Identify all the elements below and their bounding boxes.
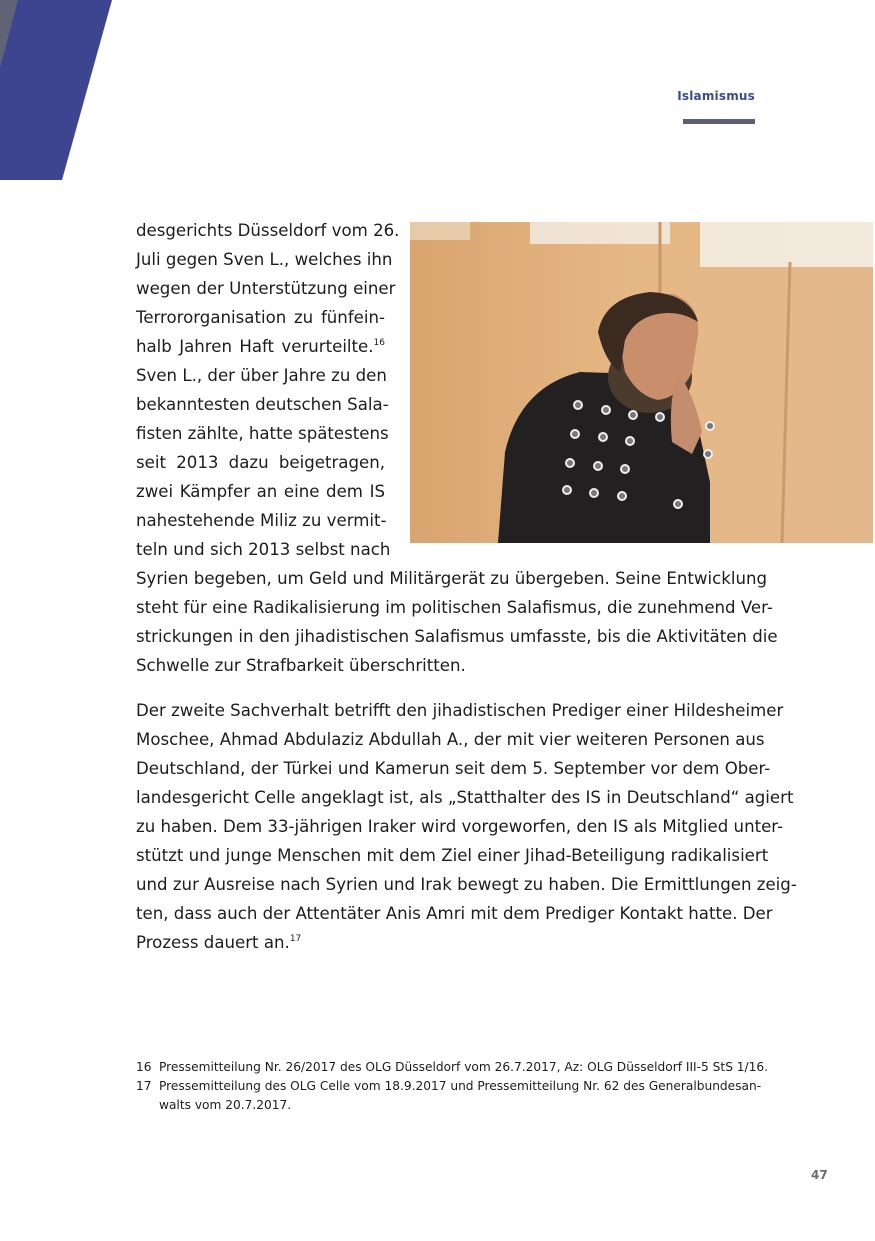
text-line-content: Deutschland, der Türkei und Kamerun seit dem 5. September vor dem Ober- [136, 759, 771, 778]
footnote-16 [136, 1058, 769, 1077]
text-line [136, 593, 773, 622]
text-line [136, 303, 385, 332]
text-line-content: ten, dass auch der Attentäter Anis Amri mit dem Prediger Kontakt hatte. Der [136, 904, 773, 923]
text-line-content: landesgericht Celle angeklagt ist, als „Statthalter des IS in Deutschland“ agiert [136, 788, 794, 807]
text-line [136, 870, 797, 899]
footnote-number: 16 [136, 1060, 152, 1074]
text-line [136, 696, 784, 725]
text-line [136, 506, 385, 535]
text-line-content: Terrororganisation zu fünfein- [136, 308, 385, 327]
text-line-content: Juli gegen Sven L., welches ihn [136, 250, 393, 269]
text-line [136, 216, 400, 245]
court-photo [410, 222, 873, 543]
text-line-content: Schwelle zur Strafbarkeit überschritten. [136, 656, 466, 675]
text-line-content: Prozess dauert an. [136, 933, 290, 952]
text-line-content: teln und sich 2013 selbst nach [136, 540, 391, 559]
text-line [136, 535, 391, 564]
text-line-content: strickungen in den jihadistischen Salafismus umfasste, bis die Aktivitäten die [136, 627, 778, 646]
footnote-ref: 17 [289, 934, 302, 944]
text-line [136, 725, 765, 754]
text-line-content: Der zweite Sachverhalt betrifft den jihadistischen Prediger einer Hildesheimer [136, 701, 784, 720]
footnote-ref: 16 [373, 338, 385, 348]
text-line [136, 783, 794, 812]
text-line-content: Syrien begeben, um Geld und Militärgerät zu übergeben. Seine Entwicklung [136, 569, 768, 588]
text-line-content: zu haben. Dem 33-jährigen Iraker wird vorgeworfen, den IS als Mitglied unter- [136, 817, 784, 836]
text-line [136, 651, 755, 680]
text-line [136, 448, 385, 477]
text-line-content: und zur Ausreise nach Syrien und Irak bewegt zu haben. Die Ermittlungen zeig- [136, 875, 797, 894]
text-line [136, 928, 755, 957]
text-line-content: Moschee, Ahmad Abdulaziz Abdullah A., der mit vier weiteren Personen aus [136, 730, 765, 749]
footnote-number: 17 [136, 1079, 152, 1093]
footnote-text: walts vom 20.7.2017. [159, 1098, 292, 1112]
page-number: 47 [811, 1168, 828, 1182]
text-line [136, 419, 389, 448]
footnote-17 [136, 1077, 762, 1115]
text-line-content: zwei Kämpfer an eine dem IS [136, 482, 385, 501]
text-line-content: nahestehende Miliz zu vermit- [136, 511, 387, 530]
corner-decoration [0, 0, 120, 180]
text-line [136, 841, 769, 870]
text-line-content: fisten zählte, hatte spätestens [136, 424, 389, 443]
text-line [136, 332, 385, 361]
text-line-content: wegen der Unterstützung einer [136, 279, 396, 298]
text-line-content: bekanntesten deutschen Sala- [136, 395, 389, 414]
footnote-text: Pressemitteilung des OLG Celle vom 18.9.2017 und Pressemitteilung Nr. 62 des Generalbundesan- [159, 1079, 762, 1093]
text-line [136, 754, 771, 783]
text-line [136, 812, 784, 841]
text-line-content: stützt und junge Menschen mit dem Ziel einer Jihad-Beteiligung radikalisiert [136, 846, 769, 865]
text-line [136, 245, 393, 274]
text-line-content: halb Jahren Haft verurteilte. [136, 337, 374, 356]
text-line [136, 899, 773, 928]
text-line-content: Sven L., der über Jahre zu den [136, 366, 387, 385]
text-line [136, 477, 385, 506]
footnote-text: Pressemitteilung Nr. 26/2017 des OLG Düsseldorf vom 26.7.2017, Az: OLG Düsseldorf III-5 StS 1/16. [159, 1060, 769, 1074]
text-line [136, 390, 389, 419]
text-line [136, 622, 778, 651]
text-line-content: desgerichts Düsseldorf vom 26. [136, 221, 400, 240]
section-rule [683, 119, 755, 124]
text-line-content: steht für eine Radikalisierung im politischen Salafismus, die zunehmend Ver- [136, 598, 773, 617]
text-line [136, 274, 396, 303]
text-line [136, 564, 768, 593]
section-label: Islamismus [677, 89, 755, 103]
text-line-content: seit 2013 dazu beigetragen, [136, 453, 385, 472]
text-line [136, 361, 385, 390]
